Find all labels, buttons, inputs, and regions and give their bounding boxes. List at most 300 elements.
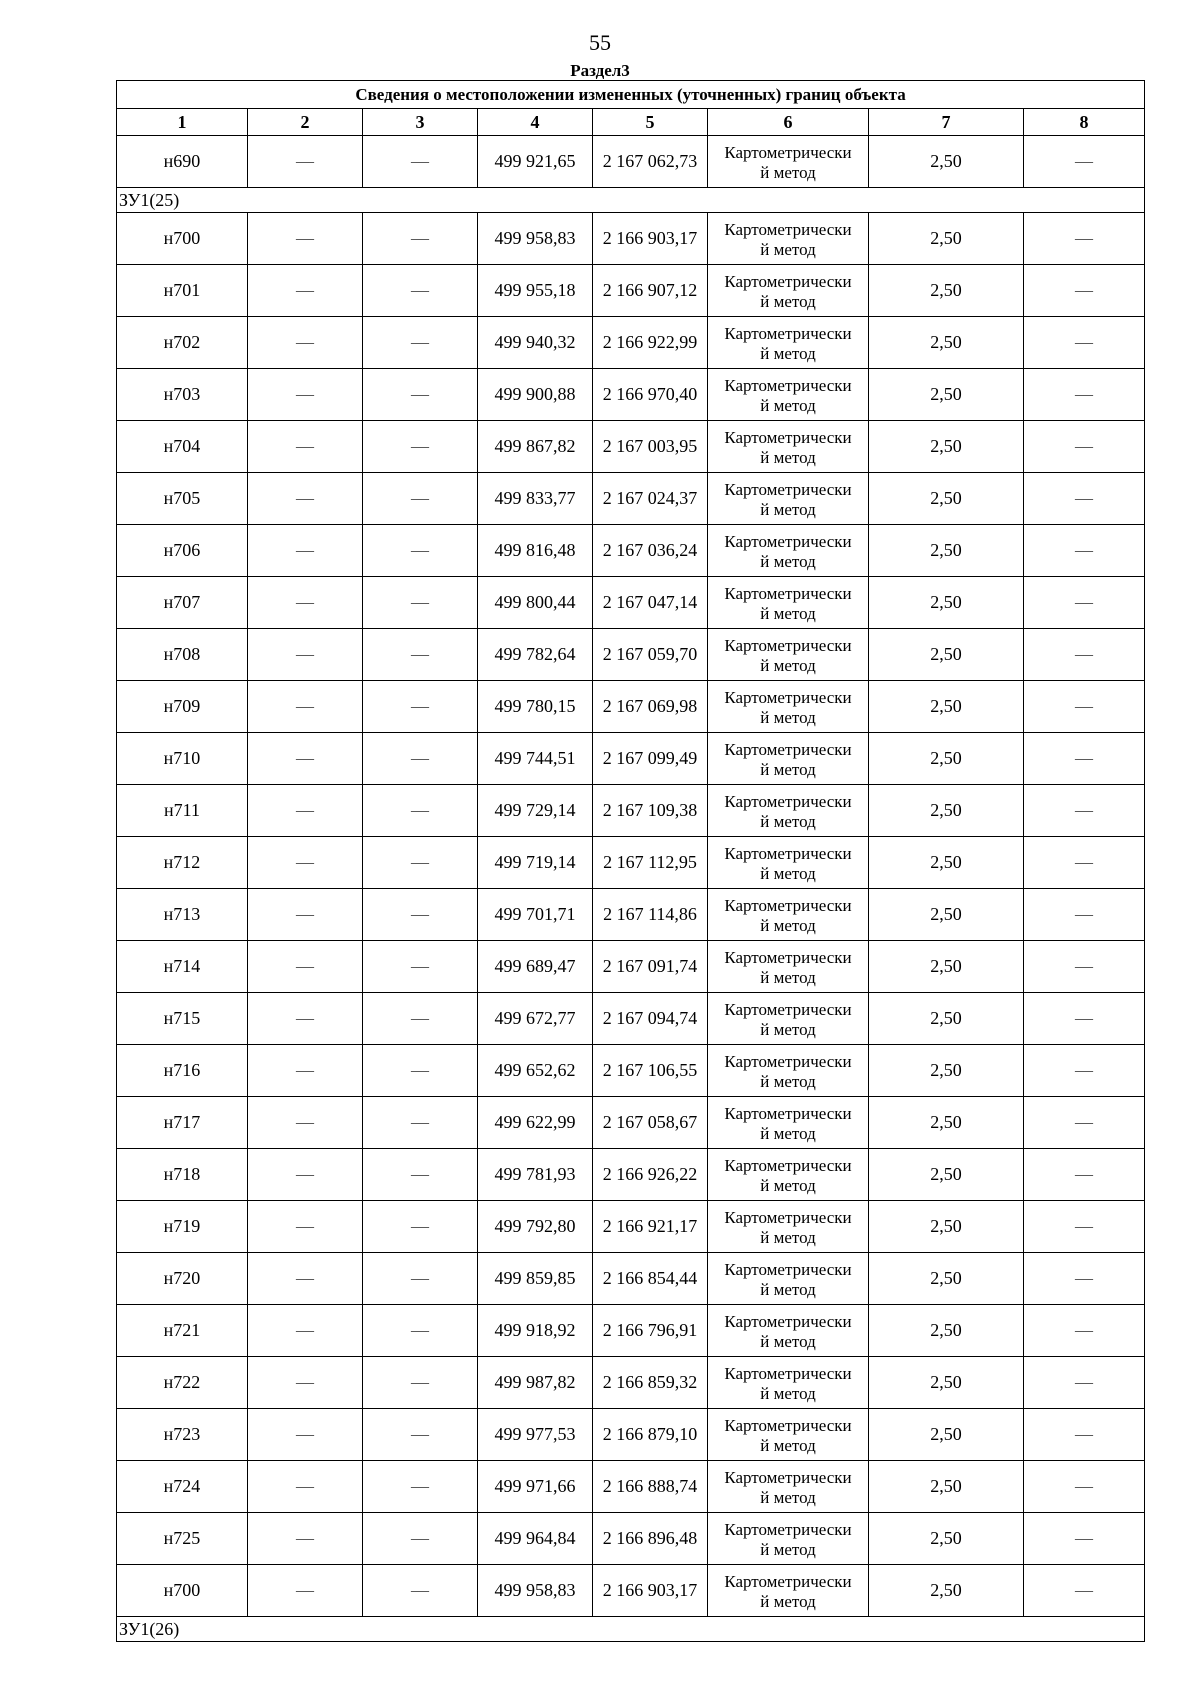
- x-coordinate-cell: 499 816,48: [478, 525, 593, 577]
- table-body: [117, 136, 1145, 1642]
- method-line-1: Картометрически: [724, 1467, 852, 1487]
- point-name-cell: н710: [117, 733, 248, 785]
- column-8-cell: —: [1024, 1461, 1145, 1513]
- column-2-cell: —: [248, 1253, 363, 1305]
- method-line-1: Картометрически: [724, 479, 852, 499]
- accuracy-cell: 2,50: [869, 136, 1024, 188]
- column-3-cell: —: [363, 785, 478, 837]
- point-name-cell: н700: [117, 1565, 248, 1617]
- accuracy-cell: 2,50: [869, 941, 1024, 993]
- column-8-cell: —: [1024, 681, 1145, 733]
- column-2-cell: —: [248, 369, 363, 421]
- column-3-cell: —: [363, 941, 478, 993]
- y-coordinate-cell: 2 167 047,14: [593, 577, 708, 629]
- column-3-cell: —: [363, 1357, 478, 1409]
- table-row: [117, 681, 1145, 733]
- y-coordinate-cell: 2 166 903,17: [593, 1565, 708, 1617]
- x-coordinate-cell: 499 971,66: [478, 1461, 593, 1513]
- point-name-cell: н711: [117, 785, 248, 837]
- point-name-cell: н723: [117, 1409, 248, 1461]
- method-line-2: й метод: [760, 1331, 816, 1351]
- table-row: [117, 213, 1145, 265]
- column-number: 8: [1024, 109, 1145, 136]
- y-coordinate-cell: 2 166 879,10: [593, 1409, 708, 1461]
- method-cell: [708, 369, 869, 421]
- table-title: Сведения о местоположении измененных (уточненных) границ объекта: [117, 81, 1145, 109]
- method-line-2: й метод: [760, 1019, 816, 1039]
- y-coordinate-cell: 2 167 062,73: [593, 136, 708, 188]
- method-line-1: Картометрически: [724, 739, 852, 759]
- table-row: [117, 1513, 1145, 1565]
- point-name-cell: н708: [117, 629, 248, 681]
- method-line-2: й метод: [760, 759, 816, 779]
- table-row: [117, 1357, 1145, 1409]
- x-coordinate-cell: 499 859,85: [478, 1253, 593, 1305]
- table-row: [117, 837, 1145, 889]
- accuracy-cell: 2,50: [869, 577, 1024, 629]
- x-coordinate-cell: 499 958,83: [478, 213, 593, 265]
- table-row: [117, 473, 1145, 525]
- x-coordinate-cell: 499 987,82: [478, 1357, 593, 1409]
- column-3-cell: —: [363, 369, 478, 421]
- table-row: [117, 369, 1145, 421]
- column-3-cell: —: [363, 1461, 478, 1513]
- column-2-cell: —: [248, 265, 363, 317]
- point-name-cell: н713: [117, 889, 248, 941]
- accuracy-cell: 2,50: [869, 421, 1024, 473]
- method-cell: [708, 1305, 869, 1357]
- method-line-1: Картометрически: [724, 843, 852, 863]
- column-3-cell: —: [363, 993, 478, 1045]
- method-cell: [708, 629, 869, 681]
- column-3-cell: —: [363, 213, 478, 265]
- column-2-cell: —: [248, 1409, 363, 1461]
- column-2-cell: —: [248, 785, 363, 837]
- column-8-cell: —: [1024, 1045, 1145, 1097]
- x-coordinate-cell: 499 652,62: [478, 1045, 593, 1097]
- column-3-cell: —: [363, 889, 478, 941]
- method-line-2: й метод: [760, 915, 816, 935]
- method-line-2: й метод: [760, 1435, 816, 1455]
- method-line-1: Картометрически: [724, 1571, 852, 1591]
- x-coordinate-cell: 499 955,18: [478, 265, 593, 317]
- column-3-cell: —: [363, 837, 478, 889]
- table-row: [117, 941, 1145, 993]
- column-8-cell: —: [1024, 136, 1145, 188]
- table-row: [117, 317, 1145, 369]
- method-cell: [708, 213, 869, 265]
- method-cell: [708, 265, 869, 317]
- y-coordinate-cell: 2 167 059,70: [593, 629, 708, 681]
- x-coordinate-cell: 499 701,71: [478, 889, 593, 941]
- point-name-cell: н714: [117, 941, 248, 993]
- column-8-cell: —: [1024, 1201, 1145, 1253]
- column-3-cell: —: [363, 1253, 478, 1305]
- accuracy-cell: 2,50: [869, 525, 1024, 577]
- y-coordinate-cell: 2 167 058,67: [593, 1097, 708, 1149]
- method-line-2: й метод: [760, 1071, 816, 1091]
- table-row: [117, 629, 1145, 681]
- x-coordinate-cell: 499 964,84: [478, 1513, 593, 1565]
- accuracy-cell: 2,50: [869, 473, 1024, 525]
- accuracy-cell: 2,50: [869, 993, 1024, 1045]
- method-line-1: Картометрически: [724, 635, 852, 655]
- point-name-cell: н718: [117, 1149, 248, 1201]
- column-2-cell: —: [248, 525, 363, 577]
- column-8-cell: —: [1024, 837, 1145, 889]
- accuracy-cell: 2,50: [869, 1253, 1024, 1305]
- column-8-cell: —: [1024, 265, 1145, 317]
- x-coordinate-cell: 499 940,32: [478, 317, 593, 369]
- method-cell: [708, 577, 869, 629]
- method-line-1: Картометрически: [724, 947, 852, 967]
- method-line-1: Картометрически: [724, 375, 852, 395]
- y-coordinate-cell: 2 166 922,99: [593, 317, 708, 369]
- table-row: [117, 785, 1145, 837]
- table-row: [117, 1565, 1145, 1617]
- point-name-cell: н702: [117, 317, 248, 369]
- column-8-cell: —: [1024, 473, 1145, 525]
- group-label: ЗУ1(25): [117, 188, 1145, 213]
- column-number-row: [117, 109, 1145, 136]
- column-8-cell: —: [1024, 1097, 1145, 1149]
- table-row: [117, 993, 1145, 1045]
- table-row: [117, 1097, 1145, 1149]
- method-line-2: й метод: [760, 239, 816, 259]
- point-name-cell: н703: [117, 369, 248, 421]
- column-2-cell: —: [248, 317, 363, 369]
- column-3-cell: —: [363, 577, 478, 629]
- method-line-2: й метод: [760, 1383, 816, 1403]
- column-2-cell: —: [248, 629, 363, 681]
- group-header-row: [117, 188, 1145, 213]
- column-3-cell: —: [363, 629, 478, 681]
- accuracy-cell: 2,50: [869, 1201, 1024, 1253]
- y-coordinate-cell: 2 167 109,38: [593, 785, 708, 837]
- method-line-1: Картометрически: [724, 1311, 852, 1331]
- accuracy-cell: 2,50: [869, 1045, 1024, 1097]
- point-name-cell: н705: [117, 473, 248, 525]
- method-line-1: Картометрически: [724, 1519, 852, 1539]
- method-line-2: й метод: [760, 162, 816, 182]
- accuracy-cell: 2,50: [869, 317, 1024, 369]
- accuracy-cell: 2,50: [869, 1461, 1024, 1513]
- x-coordinate-cell: 499 782,64: [478, 629, 593, 681]
- method-line-2: й метод: [760, 863, 816, 883]
- point-name-cell: н704: [117, 421, 248, 473]
- column-8-cell: —: [1024, 1149, 1145, 1201]
- column-8-cell: —: [1024, 1305, 1145, 1357]
- method-line-2: й метод: [760, 1175, 816, 1195]
- x-coordinate-cell: 499 800,44: [478, 577, 593, 629]
- method-line-1: Картометрически: [724, 999, 852, 1019]
- y-coordinate-cell: 2 166 907,12: [593, 265, 708, 317]
- point-name-cell: н724: [117, 1461, 248, 1513]
- method-line-1: Картометрически: [724, 1415, 852, 1435]
- point-name-cell: н701: [117, 265, 248, 317]
- y-coordinate-cell: 2 166 970,40: [593, 369, 708, 421]
- column-8-cell: —: [1024, 993, 1145, 1045]
- column-2-cell: —: [248, 577, 363, 629]
- method-line-1: Картометрически: [724, 791, 852, 811]
- accuracy-cell: 2,50: [869, 889, 1024, 941]
- table-row: [117, 421, 1145, 473]
- method-line-1: Картометрически: [724, 1207, 852, 1227]
- x-coordinate-cell: 499 719,14: [478, 837, 593, 889]
- y-coordinate-cell: 2 166 859,32: [593, 1357, 708, 1409]
- column-8-cell: —: [1024, 1253, 1145, 1305]
- method-line-2: й метод: [760, 1487, 816, 1507]
- method-line-2: й метод: [760, 1123, 816, 1143]
- method-line-1: Картометрически: [724, 583, 852, 603]
- group-header-row: [117, 1617, 1145, 1642]
- x-coordinate-cell: 499 921,65: [478, 136, 593, 188]
- accuracy-cell: 2,50: [869, 1513, 1024, 1565]
- point-name-cell: н721: [117, 1305, 248, 1357]
- point-name-cell: н720: [117, 1253, 248, 1305]
- column-number: 3: [363, 109, 478, 136]
- method-cell: [708, 1461, 869, 1513]
- column-number: 5: [593, 109, 708, 136]
- column-2-cell: —: [248, 1201, 363, 1253]
- column-3-cell: —: [363, 1149, 478, 1201]
- column-3-cell: —: [363, 317, 478, 369]
- point-name-cell: н700: [117, 213, 248, 265]
- method-line-2: й метод: [760, 395, 816, 415]
- method-cell: [708, 941, 869, 993]
- column-number: 4: [478, 109, 593, 136]
- column-3-cell: —: [363, 525, 478, 577]
- method-line-1: Картометрически: [724, 219, 852, 239]
- column-2-cell: —: [248, 993, 363, 1045]
- point-name-cell: н709: [117, 681, 248, 733]
- table-row: [117, 1305, 1145, 1357]
- y-coordinate-cell: 2 167 091,74: [593, 941, 708, 993]
- column-3-cell: —: [363, 1565, 478, 1617]
- point-name-cell: н716: [117, 1045, 248, 1097]
- method-line-2: й метод: [760, 1539, 816, 1559]
- accuracy-cell: 2,50: [869, 1149, 1024, 1201]
- method-line-2: й метод: [760, 499, 816, 519]
- y-coordinate-cell: 2 166 921,17: [593, 1201, 708, 1253]
- y-coordinate-cell: 2 167 114,86: [593, 889, 708, 941]
- column-3-cell: —: [363, 473, 478, 525]
- method-line-1: Картометрически: [724, 1259, 852, 1279]
- method-line-2: й метод: [760, 447, 816, 467]
- column-3-cell: —: [363, 1409, 478, 1461]
- method-line-1: Картометрически: [724, 271, 852, 291]
- method-line-2: й метод: [760, 707, 816, 727]
- method-line-2: й метод: [760, 551, 816, 571]
- y-coordinate-cell: 2 167 112,95: [593, 837, 708, 889]
- section-title: Раздел3: [570, 61, 630, 80]
- column-8-cell: —: [1024, 213, 1145, 265]
- point-name-cell: н707: [117, 577, 248, 629]
- point-name-cell: н706: [117, 525, 248, 577]
- x-coordinate-cell: 499 781,93: [478, 1149, 593, 1201]
- x-coordinate-cell: 499 729,14: [478, 785, 593, 837]
- column-8-cell: —: [1024, 941, 1145, 993]
- column-8-cell: —: [1024, 733, 1145, 785]
- x-coordinate-cell: 499 900,88: [478, 369, 593, 421]
- accuracy-cell: 2,50: [869, 1357, 1024, 1409]
- boundary-coordinates-table: [116, 80, 1145, 1642]
- accuracy-cell: 2,50: [869, 265, 1024, 317]
- y-coordinate-cell: 2 167 094,74: [593, 993, 708, 1045]
- column-8-cell: —: [1024, 889, 1145, 941]
- point-name-cell: н719: [117, 1201, 248, 1253]
- column-2-cell: —: [248, 1149, 363, 1201]
- method-cell: [708, 421, 869, 473]
- y-coordinate-cell: 2 166 926,22: [593, 1149, 708, 1201]
- column-8-cell: —: [1024, 1409, 1145, 1461]
- accuracy-cell: 2,50: [869, 1409, 1024, 1461]
- method-cell: [708, 473, 869, 525]
- column-8-cell: —: [1024, 421, 1145, 473]
- x-coordinate-cell: 499 977,53: [478, 1409, 593, 1461]
- y-coordinate-cell: 2 167 106,55: [593, 1045, 708, 1097]
- column-2-cell: —: [248, 136, 363, 188]
- method-line-2: й метод: [760, 343, 816, 363]
- column-2-cell: —: [248, 1097, 363, 1149]
- column-number: 1: [117, 109, 248, 136]
- method-line-1: Картометрически: [724, 323, 852, 343]
- y-coordinate-cell: 2 167 069,98: [593, 681, 708, 733]
- column-8-cell: —: [1024, 369, 1145, 421]
- table-row: [117, 889, 1145, 941]
- column-2-cell: —: [248, 681, 363, 733]
- point-name-cell: н722: [117, 1357, 248, 1409]
- column-number: 6: [708, 109, 869, 136]
- method-cell: [708, 837, 869, 889]
- x-coordinate-cell: 499 622,99: [478, 1097, 593, 1149]
- column-8-cell: —: [1024, 577, 1145, 629]
- method-cell: [708, 1253, 869, 1305]
- column-8-cell: —: [1024, 629, 1145, 681]
- column-8-cell: —: [1024, 1513, 1145, 1565]
- method-line-1: Картометрически: [724, 687, 852, 707]
- y-coordinate-cell: 2 167 003,95: [593, 421, 708, 473]
- column-8-cell: —: [1024, 785, 1145, 837]
- table-row: [117, 577, 1145, 629]
- method-line-2: й метод: [760, 967, 816, 987]
- y-coordinate-cell: 2 167 036,24: [593, 525, 708, 577]
- column-2-cell: —: [248, 733, 363, 785]
- column-8-cell: —: [1024, 1565, 1145, 1617]
- x-coordinate-cell: 499 792,80: [478, 1201, 593, 1253]
- column-3-cell: —: [363, 733, 478, 785]
- method-line-2: й метод: [760, 1227, 816, 1247]
- column-3-cell: —: [363, 1097, 478, 1149]
- x-coordinate-cell: 499 689,47: [478, 941, 593, 993]
- table-row: [117, 1461, 1145, 1513]
- column-2-cell: —: [248, 1357, 363, 1409]
- page-number: 55: [589, 30, 611, 55]
- method-line-1: Картометрически: [724, 427, 852, 447]
- y-coordinate-cell: 2 166 888,74: [593, 1461, 708, 1513]
- y-coordinate-cell: 2 166 903,17: [593, 213, 708, 265]
- y-coordinate-cell: 2 167 024,37: [593, 473, 708, 525]
- method-line-2: й метод: [760, 655, 816, 675]
- column-2-cell: —: [248, 837, 363, 889]
- x-coordinate-cell: 499 833,77: [478, 473, 593, 525]
- column-3-cell: —: [363, 1201, 478, 1253]
- column-2-cell: —: [248, 889, 363, 941]
- column-3-cell: —: [363, 136, 478, 188]
- column-2-cell: —: [248, 1461, 363, 1513]
- accuracy-cell: 2,50: [869, 681, 1024, 733]
- method-line-2: й метод: [760, 1279, 816, 1299]
- accuracy-cell: 2,50: [869, 369, 1024, 421]
- method-line-1: Картометрически: [724, 531, 852, 551]
- accuracy-cell: 2,50: [869, 733, 1024, 785]
- column-8-cell: —: [1024, 1357, 1145, 1409]
- accuracy-cell: 2,50: [869, 1565, 1024, 1617]
- method-cell: [708, 1409, 869, 1461]
- x-coordinate-cell: 499 780,15: [478, 681, 593, 733]
- method-cell: [708, 681, 869, 733]
- table-row: [117, 525, 1145, 577]
- column-number: 2: [248, 109, 363, 136]
- table-row: [117, 1201, 1145, 1253]
- column-3-cell: —: [363, 421, 478, 473]
- point-name-cell: н715: [117, 993, 248, 1045]
- accuracy-cell: 2,50: [869, 1097, 1024, 1149]
- x-coordinate-cell: 499 672,77: [478, 993, 593, 1045]
- x-coordinate-cell: 499 918,92: [478, 1305, 593, 1357]
- method-cell: [708, 1201, 869, 1253]
- table-row: [117, 1045, 1145, 1097]
- method-line-1: Картометрически: [724, 142, 852, 162]
- accuracy-cell: 2,50: [869, 785, 1024, 837]
- x-coordinate-cell: 499 744,51: [478, 733, 593, 785]
- method-cell: [708, 1357, 869, 1409]
- accuracy-cell: 2,50: [869, 1305, 1024, 1357]
- column-8-cell: —: [1024, 317, 1145, 369]
- y-coordinate-cell: 2 166 854,44: [593, 1253, 708, 1305]
- accuracy-cell: 2,50: [869, 837, 1024, 889]
- method-line-1: Картометрически: [724, 1051, 852, 1071]
- method-cell: [708, 1045, 869, 1097]
- method-cell: [708, 785, 869, 837]
- y-coordinate-cell: 2 167 099,49: [593, 733, 708, 785]
- column-3-cell: —: [363, 1513, 478, 1565]
- table-caption-row: [117, 81, 1145, 109]
- column-8-cell: —: [1024, 525, 1145, 577]
- y-coordinate-cell: 2 166 896,48: [593, 1513, 708, 1565]
- method-cell: [708, 1513, 869, 1565]
- table-row: [117, 1409, 1145, 1461]
- point-name-cell: н725: [117, 1513, 248, 1565]
- method-line-1: Картометрически: [724, 895, 852, 915]
- table-row: [117, 1149, 1145, 1201]
- y-coordinate-cell: 2 166 796,91: [593, 1305, 708, 1357]
- method-line-2: й метод: [760, 811, 816, 831]
- column-3-cell: —: [363, 1305, 478, 1357]
- method-line-1: Картометрически: [724, 1103, 852, 1123]
- method-cell: [708, 733, 869, 785]
- method-cell: [708, 1149, 869, 1201]
- accuracy-cell: 2,50: [869, 629, 1024, 681]
- table-row: [117, 265, 1145, 317]
- column-2-cell: —: [248, 473, 363, 525]
- table-row: [117, 733, 1145, 785]
- method-cell: [708, 993, 869, 1045]
- column-number: 7: [869, 109, 1024, 136]
- point-name-cell: н717: [117, 1097, 248, 1149]
- column-2-cell: —: [248, 213, 363, 265]
- method-line-2: й метод: [760, 291, 816, 311]
